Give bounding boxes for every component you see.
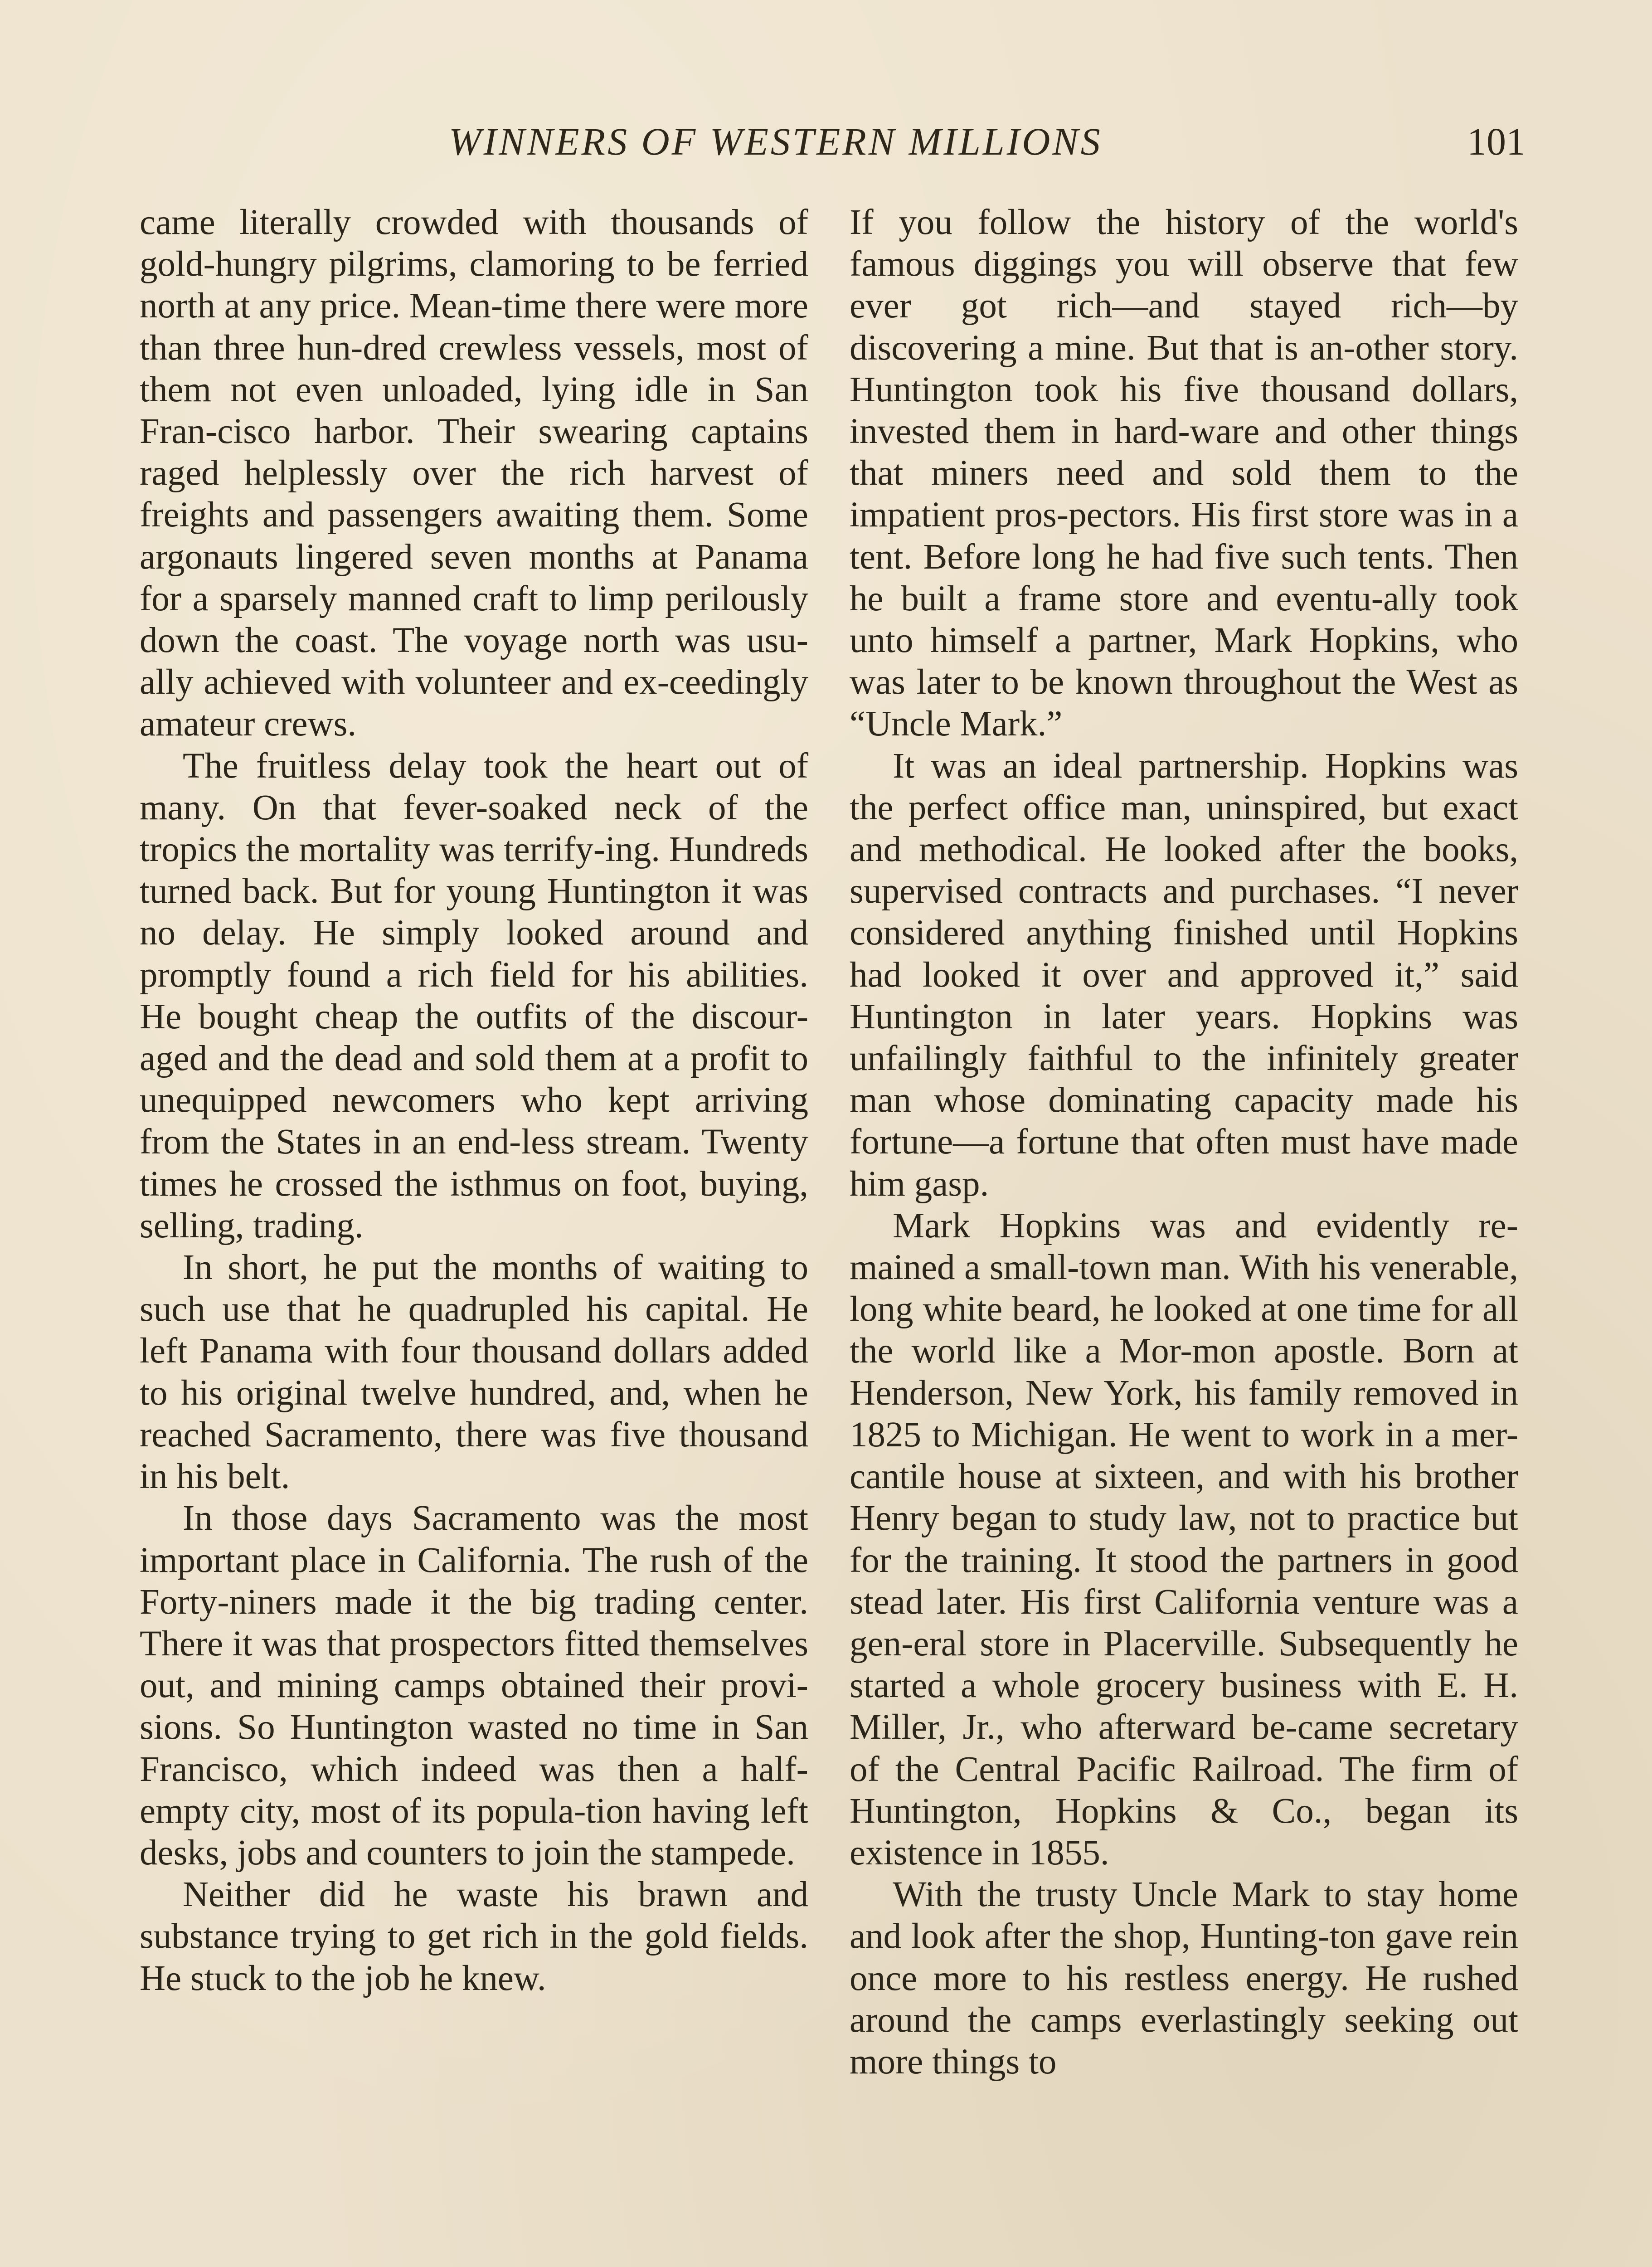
- paragraph: In those days Sacramento was the most important place in California. The rush of the Forty-niners made it the big trading center. There it was that prospectors fitted themselves out, and mining camps obtained their provi-sions. So Huntington wasted no time in San Francisco, which indeed was then a half-empty city, most of its popula-tion having left desks, jobs and counters to join the stampede.: [140, 1498, 808, 1873]
- paragraph: It was an ideal partnership. Hopkins was the perfect office man, uninspired, but exact and methodical. He looked after the books, supervised contracts and purchases. “I never considered anything finished until Hopkins had looked it over and approved it,” said Huntington in later years. Hopkins was unfailingly faithful to the infinitely greater man whose dominating capacity made his fortune—a fortune that often must have made him gasp.: [850, 746, 1518, 1204]
- paragraph: came literally crowded with thousands of gold-hungry pilgrims, clamoring to be ferried north at any price. Mean-time there were more than three hun-dred crewless vessels, most of them not even unloaded, lying idle in San Fran-cisco harbor. Their swearing captains raged helplessly over the rich harvest of freights and passengers awaiting them. Some argonauts lingered seven months at Panama for a sparsely manned craft to limp perilously down the coast. The voyage north was usu-ally achieved with volunteer and ex-ceedingly amateur crews.: [140, 203, 808, 744]
- page-header: [131, 119, 1526, 169]
- right-column: [850, 202, 1518, 2083]
- paragraph: In short, he put the months of waiting to such use that he quadrupled his capital. He left Panama with four thousand dollars added to his original twelve hundred, and, when he reached Sacramento, there was five thousand in his belt.: [140, 1248, 808, 1497]
- paragraph: The fruitless delay took the heart out of many. On that fever-soaked neck of the tropics the mortality was terrify-ing. Hundreds turned back. But for young Huntington it was no delay. He simply looked around and promptly found a rich field for his abilities. He bought cheap the outfits of the discour-aged and the dead and sold them at a profit to unequipped newcomers who kept arriving from the States in an end-less stream. Twenty times he crossed the isthmus on foot, buying, selling, trading.: [140, 746, 808, 1245]
- left-column: [140, 202, 808, 1999]
- running-title: WINNERS OF WESTERN MILLIONS: [449, 120, 1103, 163]
- paragraph: Mark Hopkins was and evidently re-mained a small-town man. With his venerable, long white beard, he looked at one time for all the world like a Mor-mon apostle. Born at Henderson, New York, his family removed in 1825 to Michigan. He went to work in a mer-cantile house at sixteen, and with his brother Henry began to study law, not to practice but for the training. It stood the partners in good stead later. His first California venture was a gen-eral store in Placerville. Subsequently he started a whole grocery business with E. H. Miller, Jr., who afterward be-came secretary of the Central Pacific Railroad. The firm of Huntington, Hopkins & Co., began its existence in 1855.: [850, 1206, 1518, 1873]
- paragraph: With the trusty Uncle Mark to stay home and look after the shop, Hunting-ton gave rein once more to his restless energy. He rushed around the camps everlastingly seeking out more things to: [850, 1875, 1518, 2082]
- paragraph: If you follow the history of the world's famous diggings you will observe that few ever got rich—and stayed rich—by discovering a mine. But that is an-other story. Huntington took his five thousand dollars, invested them in hard-ware and other things that miners need and sold them to the impatient pros-pectors. His first store was in a tent. Before long he had five such tents. Then he built a frame store and eventu-ally took unto himself a partner, Mark Hopkins, who was later to be known throughout the West as “Uncle Mark.”: [850, 203, 1518, 744]
- paragraph: Neither did he waste his brawn and substance trying to get rich in the gold fields. He stuck to the job he knew.: [140, 1875, 808, 1998]
- page-number: 101: [1467, 120, 1526, 163]
